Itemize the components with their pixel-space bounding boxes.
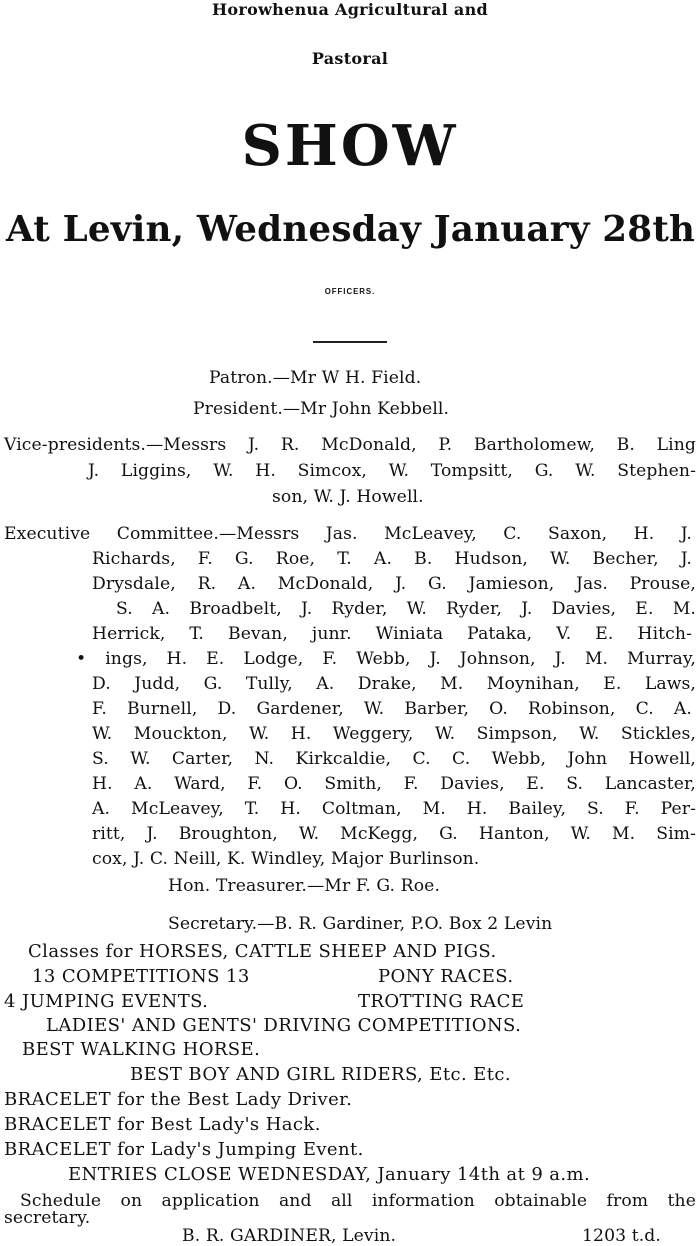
executive-line-3: Drysdale, R. A. McDonald, J. G. Jamieson, Jas. Prouse, — [92, 574, 696, 594]
executive-line-14: cox, J. C. Neill, K. Windley, Major Burlinson. — [92, 849, 480, 869]
jumping-events: 4 JUMPING EVENTS. — [4, 991, 209, 1012]
executive-line-11: H. A. Ward, F. O. Smith, F. Davies, E. S. Lancaster, — [92, 774, 696, 794]
vice-presidents-line-3: son, W. J. Howell. — [272, 487, 424, 507]
location-date: At Levin, Wednesday January 28th — [6, 208, 696, 250]
vice-presidents-line-2: J. Liggins, W. H. Simcox, W. Tompsitt, G. W. Stephen- — [88, 461, 696, 481]
vice-presidents-line-1: Vice-presidents.—Messrs J. R. McDonald, P. Bartholomew, B. Ling — [4, 435, 696, 455]
officers-heading: OFFICERS. — [324, 287, 376, 296]
executive-line-7: D. Judd, G. Tully, A. Drake, M. Moynihan, E. Laws, — [92, 674, 696, 694]
entries-close: ENTRIES CLOSE WEDNESDAY, January 14th at 9 a.m. — [68, 1164, 591, 1185]
executive-line-9: W. Mouckton, W. H. Weggery, W. Simpson, W. Stickles, — [92, 724, 696, 744]
executive-line-13: ritt, J. Broughton, W. McKegg, G. Hanton, W. M. Sim- — [92, 824, 696, 844]
section-divider — [313, 341, 387, 343]
advert-reference: 1203 t.d. — [582, 1226, 661, 1246]
classes-line: Classes for HORSES, CATTLE SHEEP AND PIGS. — [28, 941, 497, 962]
signature: B. R. GARDINER, Levin. — [182, 1226, 397, 1246]
secretary: Secretary.—B. R. Gardiner, P.O. Box 2 Levin — [168, 914, 553, 934]
executive-line-6: • ings, H. E. Lodge, F. Webb, J. Johnson, J. M. Murray, — [76, 649, 696, 669]
schedule-line-1: Schedule on application and all information obtainable from the — [20, 1191, 696, 1211]
schedule-line-2: secretary. — [4, 1208, 91, 1228]
patron: Patron.—Mr W H. Field. — [209, 368, 422, 388]
bracelet-lady-driver: BRACELET for the Best Lady Driver. — [4, 1089, 353, 1110]
bracelet-lady-hack: BRACELET for Best Lady's Hack. — [4, 1114, 321, 1135]
executive-line-12: A. McLeavey, T. H. Coltman, M. H. Bailey, S. F. Per- — [92, 799, 696, 819]
executive-line-1: Executive Committee.—Messrs Jas. McLeavey, C. Saxon, H. J. — [4, 524, 692, 544]
executive-line-5: Herrick, T. Bevan, junr. Winiata Pataka, V. E. Hitch- — [92, 624, 692, 644]
president: President.—Mr John Kebbell. — [193, 399, 450, 419]
treasurer: Hon. Treasurer.—Mr F. G. Roe. — [168, 876, 441, 896]
executive-line-10: S. W. Carter, N. Kirkcaldie, C. C. Webb, John Howell, — [92, 749, 696, 769]
bracelet-jumping: BRACELET for Lady's Jumping Event. — [4, 1139, 364, 1160]
title-line-1: Horowhenua Agricultural and — [212, 0, 488, 19]
title-line-2: Pastoral — [311, 49, 389, 68]
walking-horse: BEST WALKING HORSE. — [22, 1039, 261, 1060]
riders-line: BEST BOY AND GIRL RIDERS, Etc. Etc. — [130, 1064, 511, 1085]
pony-races: PONY RACES. — [378, 966, 514, 987]
competitions-count: 13 COMPETITIONS 13 — [32, 966, 250, 987]
executive-line-8: F. Burnell, D. Gardener, W. Barber, O. Robinson, C. A. — [92, 699, 692, 719]
show-heading: SHOW — [241, 113, 459, 179]
driving-competitions: LADIES' AND GENTS' DRIVING COMPETITIONS. — [46, 1015, 522, 1036]
trotting-race: TROTTING RACE — [358, 991, 525, 1012]
executive-line-4: S. A. Broadbelt, J. Ryder, W. Ryder, J. Davies, E. M. — [116, 599, 696, 619]
executive-line-2: Richards, F. G. Roe, T. A. B. Hudson, W. Becher, J. — [92, 549, 692, 569]
